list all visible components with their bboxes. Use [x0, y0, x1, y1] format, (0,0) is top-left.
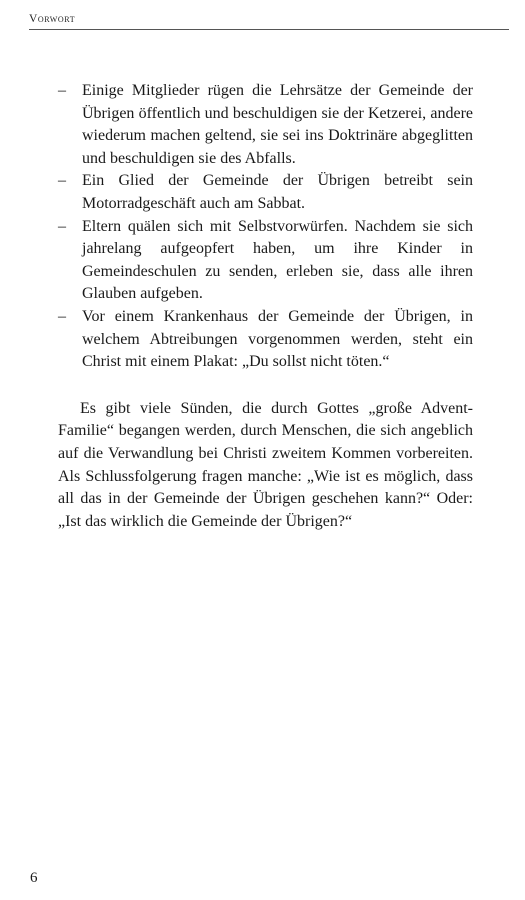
- dash-marker: –: [58, 172, 66, 190]
- list-item: [58, 216, 473, 306]
- page-body: [58, 80, 473, 549]
- list-item-text: Ein Glied der Gemeinde der Übrigen betreibt sein Motorradgeschäft auch am Sabbat.: [82, 172, 473, 212]
- list-item: [58, 80, 473, 170]
- list-item-text: Eltern quälen sich mit Selbstvorwürfen. Nachdem sie sich jahrelang aufgeopfert haben, um ihre Kinder in Gemeindeschulen zu senden, erleben sie, dass alle ihren Glauben aufgeben.: [82, 217, 473, 303]
- header-rule: [29, 29, 509, 30]
- running-head: Vorwort: [29, 13, 76, 25]
- dash-marker: –: [58, 307, 66, 325]
- list-item-text: Einige Mitglieder rügen die Lehrsätze der Gemeinde der Übrigen öffentlich und beschuldigen sie der Ketzerei, andere wiederum machen geltend, sie sei ins Doktrinäre abgeglitten und beschuldigen sie des Abfalls.: [82, 82, 473, 167]
- dash-marker: –: [58, 82, 66, 99]
- list-item: [58, 306, 473, 374]
- body-paragraph: Es gibt viele Sünden, die durch Gottes „große Advent-Familie“ begangen werden, durch Menschen, die sich angeblich auf die Verwandlung bei Christi zweitem Kommen vorbereiten. Als Schlussfolgerung fragen manche: „Wie ist es möglich, dass all das in der Gemeinde der Übrigen geschehen kann?“ Oder: „Ist das wirklich die Gemeinde der Übrigen?“: [58, 399, 473, 530]
- dash-list: [58, 80, 473, 374]
- list-item-text: Vor einem Krankenhaus der Gemeinde der Übrigen, in welchem Abtreibungen vorgenommen werden, steht ein Christ mit einem Plakat: „Du sollst nicht töten.“: [82, 307, 473, 371]
- list-item: [58, 170, 473, 215]
- page-number: 6: [30, 870, 38, 886]
- dash-marker: –: [58, 217, 66, 235]
